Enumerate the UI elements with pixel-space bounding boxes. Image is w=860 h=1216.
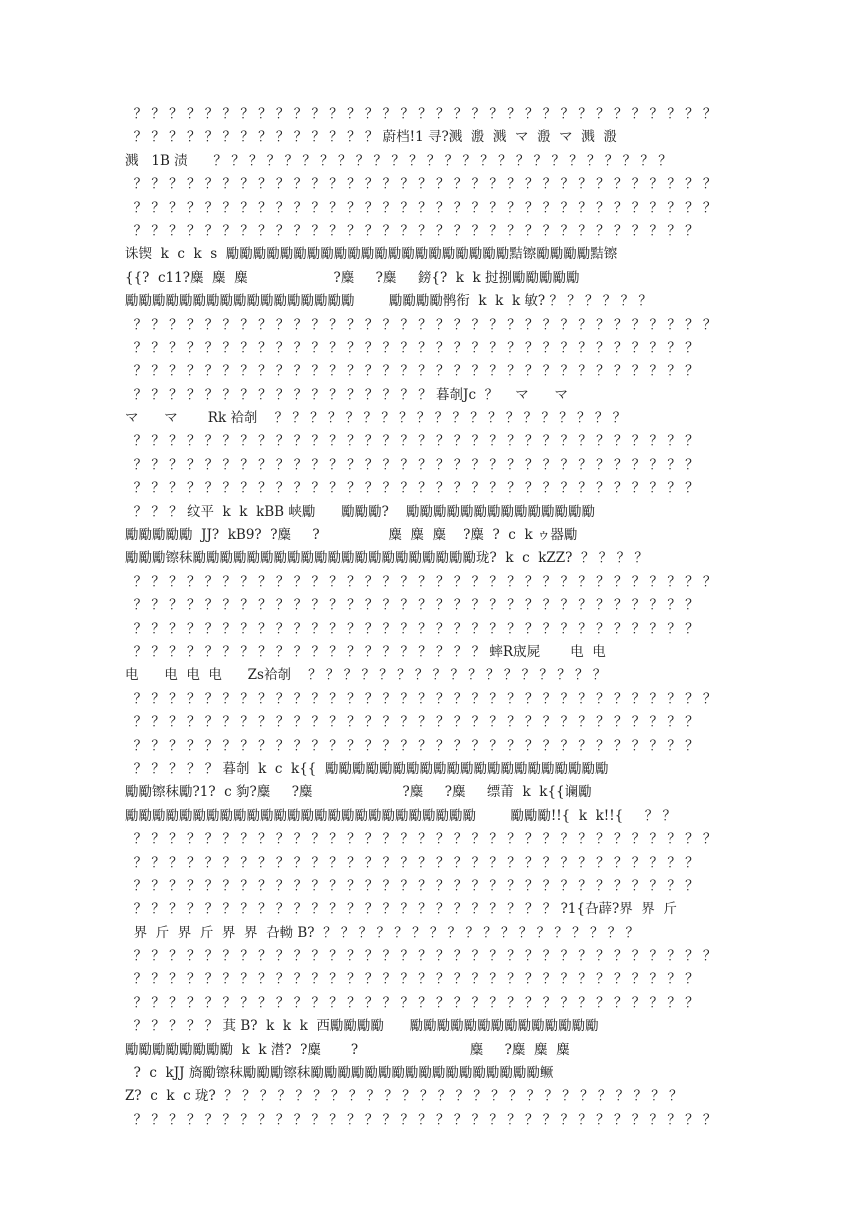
text-line: ？ ？ ？ ？ ？ ？ ？ ？ ？ ？ ？ ？ ？ ？ ？ ？ ？ ？ ？ ？ ？ ？ ？ ？ ？ ？ ？ ？ ？ ？ ？ ？ ？ xyxy=(125,316,717,333)
text-line: 勵勵勵勵勵勵勵勵勵勵勵勵勵勵勵勵勵 勵勵勵勵鹘衔 k k k 敏? ？ ？ ？ ？ ？ ？ xyxy=(125,293,652,310)
text-line: ？ ？ ？ ？ ？ ？ ？ ？ ？ ？ ？ ？ ？ ？ ？ ？ ？ ？ ？ ？ ？ ？ ？ ？ ？ ？ ？ ？ ？ ？ ？ ？ xyxy=(125,877,699,894)
text-line: ？ ？ ？ ？ ？ ？ ？ ？ ？ ？ ？ ？ ？ ？ ？ ？ ？ ？ ？ ？ ？ ？ ？ ？ ？ ？ ？ ？ ？ ？ ？ ？ xyxy=(125,222,699,239)
text-line: マ マ Rk 袷剞 ？ ？ ？ ？ ？ ？ ？ ？ ？ ？ ？ ？ ？ ？ ？ ？ ？ ？ ？ ？ xyxy=(125,410,627,427)
text-line: ？ ？ ？ ？ ？ ？ ？ ？ ？ ？ ？ ？ ？ ？ ？ ？ ？ ？ ？ ？ ？ ？ ？ ？ ？ ？ ？ ？ ？ ？ ？ ？ ？ xyxy=(125,831,717,848)
text-line: 勵勵勵勵勵勵勵勵 k k 澘? ?麋 ? 麋 ?麋 麋 麋 xyxy=(125,1041,570,1058)
text-line: ？ ？ ？ ？ ？ ？ ？ ？ ？ ？ ？ ？ ？ ？ ？ ？ ？ ？ ？ ？ ？ ？ ？ ？ ？ ？ ？ ？ ？ ？ ？ ？ xyxy=(125,714,699,731)
text-line: ？ ？ ？ ？ ？ ？ ？ ？ ？ ？ ？ ？ ？ ？ 蔚档!1 寻?溅 溵 溅 マ 溵 マ 溅 溵 xyxy=(125,129,617,146)
text-line: 溅 1B 渍 ？ ？ ？ ？ ？ ？ ？ ？ ？ ？ ？ ？ ？ ？ ？ ？ ？ ？ ？ ？ ？ ？ ？ ？ ？ ？ xyxy=(125,152,672,169)
text-line: 勵勵镲秣勵?1? c 豿?麋 ?麋 ?麋 ?麋 缥莆 k k{{谰勵 xyxy=(125,784,592,801)
text-line: ？ ？ ？ ？ ？ ？ ？ ？ ？ ？ ？ ？ ？ ？ ？ ？ ？ ？ ？ ？ ？ ？ ？ ？ ？ ？ ？ ？ ？ ？ ？ ？ xyxy=(125,620,699,637)
text-line: ？ ？ ？ ？ ？ ？ ？ ？ ？ ？ ？ ？ ？ ？ ？ ？ ？ ？ ？ ？ 蟀R宬屍 电 电 xyxy=(125,643,606,660)
text-line: ？ ？ ？ ？ ？ ？ ？ ？ ？ ？ ？ ？ ？ ？ ？ ？ ？ 暮剞Jc ？ マ マ xyxy=(125,386,569,403)
text-line: ？ ？ ？ ？ ？ ？ ？ ？ ？ ？ ？ ？ ？ ？ ？ ？ ？ ？ ？ ？ ？ ？ ？ ？ ？ ？ ？ ？ ？ ？ ？ ？ ？ xyxy=(125,948,717,965)
text-line: ？ ？ ？ ？ ？ 暮剞 k c k{{ 勵勵勵勵勵勵勵勵勵勵勵勵勵勵勵勵勵勵勵勵勵 xyxy=(125,760,609,777)
text-line: 勵勵勵勵勵 JJ? kB9? ?麋 ? 麋 麋 麋 ?麋 ? c k ゥ器勵 xyxy=(125,527,578,544)
document-text xyxy=(125,103,745,1132)
text-line: ？ ？ ？ ？ ？ ？ ？ ？ ？ ？ ？ ？ ？ ？ ？ ？ ？ ？ ？ ？ ？ ？ ？ ？ ？ ？ ？ ？ ？ ？ ？ ？ xyxy=(125,433,699,450)
text-line: ？ ？ ？ ？ ？ ？ ？ ？ ？ ？ ？ ？ ？ ？ ？ ？ ？ ？ ？ ？ ？ ？ ？ ？ ?1{叴薜?界 界 斤 xyxy=(125,901,677,918)
text-line: ？ ？ ？ ？ ？ ？ ？ ？ ？ ？ ？ ？ ？ ？ ？ ？ ？ ？ ？ ？ ？ ？ ？ ？ ？ ？ ？ ？ ？ ？ ？ ？ ？ xyxy=(125,199,717,216)
text-line: ？ ？ ？ ？ ？ ？ ？ ？ ？ ？ ？ ？ ？ ？ ？ ？ ？ ？ ？ ？ ？ ？ ？ ？ ？ ？ ？ ？ ？ ？ ？ ？ ？ xyxy=(125,1111,717,1128)
text-line: ？ ？ ？ ？ ？ ？ ？ ？ ？ ？ ？ ？ ？ ？ ？ ？ ？ ？ ？ ？ ？ ？ ？ ？ ？ ？ ？ ？ ？ ？ ？ ？ xyxy=(125,480,699,497)
text-line: ？ ？ ？ ？ ？ ？ ？ ？ ？ ？ ？ ？ ？ ？ ？ ？ ？ ？ ？ ？ ？ ？ ？ ？ ？ ？ ？ ？ ？ ？ ？ ？ ？ xyxy=(125,573,717,590)
text-line: ？ ？ ？ 纹平 k k kBB 峡勵 勵勵勵? 勵勵勵勵勵勵勵勵勵勵勵勵勵勵 xyxy=(125,503,596,520)
text-line: 界 斤 界 斤 界 界 叴軪 B? ？ ？ ？ ？ ？ ？ ？ ？ ？ ？ ？ ？ ？ ？ ？ ？ ？ ？ xyxy=(125,924,640,941)
text-line: ？ ？ ？ ？ ？ ？ ？ ？ ？ ？ ？ ？ ？ ？ ？ ？ ？ ？ ？ ？ ？ ？ ？ ？ ？ ？ ？ ？ ？ ？ ？ ？ xyxy=(125,363,699,380)
text-line: 勵勵勵勵勵勵勵勵勵勵勵勵勵勵勵勵勵勵勵勵勵勵勵勵勵勵 勵勵勵!!{ k k!!{ ？ ？ xyxy=(125,807,676,824)
text-line: ？ ？ ？ ？ ？ 萁 B? k k k 西勵勵勵勵 勵勵勵勵勵勵勵勵勵勵勵勵勵勵 xyxy=(125,1018,599,1035)
text-line: ？ ？ ？ ？ ？ ？ ？ ？ ？ ？ ？ ？ ？ ？ ？ ？ ？ ？ ？ ？ ？ ？ ？ ？ ？ ？ ？ ？ ？ ？ ？ ？ xyxy=(125,854,699,871)
text-line: ？ ？ ？ ？ ？ ？ ？ ？ ？ ？ ？ ？ ？ ？ ？ ？ ？ ？ ？ ？ ？ ？ ？ ？ ？ ？ ？ ？ ？ ？ ？ ？ xyxy=(125,994,699,1011)
text-line: ？ ？ ？ ？ ？ ？ ？ ？ ？ ？ ？ ？ ？ ？ ？ ？ ？ ？ ？ ？ ？ ？ ？ ？ ？ ？ ？ ？ ？ ？ ？ ？ ？ xyxy=(125,106,717,122)
text-line: {{? c11?麋 麋 麋 ?麋 ?麋 鎊{? k k 挝捌勵勵勵勵勵 xyxy=(125,269,580,286)
text-line: Z? c k c 珑? ？ ？ ？ ？ ？ ？ ？ ？ ？ ？ ？ ？ ？ ？ ？ ？ ？ ？ ？ ？ ？ ？ ？ ？ ？ ？ xyxy=(125,1088,683,1105)
text-line: ？ ？ ？ ？ ？ ？ ？ ？ ？ ？ ？ ？ ？ ？ ？ ？ ？ ？ ？ ？ ？ ？ ？ ？ ？ ？ ？ ？ ？ ？ ？ ？ xyxy=(125,737,699,754)
text-line: ？ ？ ？ ？ ？ ？ ？ ？ ？ ？ ？ ？ ？ ？ ？ ？ ？ ？ ？ ？ ？ ？ ？ ？ ？ ？ ？ ？ ？ ？ ？ ？ xyxy=(125,456,699,473)
text-line: ？ ？ ？ ？ ？ ？ ？ ？ ？ ？ ？ ？ ？ ？ ？ ？ ？ ？ ？ ？ ？ ？ ？ ？ ？ ？ ？ ？ ？ ？ ？ ？ xyxy=(125,971,699,988)
text-line: ？ ？ ？ ？ ？ ？ ？ ？ ？ ？ ？ ？ ？ ？ ？ ？ ？ ？ ？ ？ ？ ？ ？ ？ ？ ？ ？ ？ ？ ？ ？ ？ ？ xyxy=(125,690,717,707)
text-line: ? c kJJ 旖勵镲秣勵勵勵镲秣勵勵勵勵勵勵勵勵勵勵勵勵勵勵勵勵勵鳜 xyxy=(125,1065,554,1082)
text-line: ？ ？ ？ ？ ？ ？ ？ ？ ？ ？ ？ ？ ？ ？ ？ ？ ？ ？ ？ ？ ？ ？ ？ ？ ？ ？ ？ ？ ？ ？ ？ ？ xyxy=(125,597,699,614)
text-line: ？ ？ ？ ？ ？ ？ ？ ？ ？ ？ ？ ？ ？ ？ ？ ？ ？ ？ ？ ？ ？ ？ ？ ？ ？ ？ ？ ？ ？ ？ ？ ？ xyxy=(125,339,699,356)
text-line: ？ ？ ？ ？ ？ ？ ？ ？ ？ ？ ？ ？ ？ ？ ？ ？ ？ ？ ？ ？ ？ ？ ？ ？ ？ ？ ？ ？ ？ ？ ？ ？ ？ xyxy=(125,176,717,193)
text-line: 电 电 电 电 Zs袷剞 ？ ？ ？ ？ ？ ？ ？ ？ ？ ？ ？ ？ ？ ？ ？ ？ ？ xyxy=(125,667,607,684)
text-line: 勵勵勵镲秣勵勵勵勵勵勵勵勵勵勵勵勵勵勵勵勵勵勵勵勵勵珑? k c kZZ? ？ ？ ？ ？ xyxy=(125,550,648,567)
text-line: 诛锲 k c k s 勵勵勵勵勵勵勵勵勵勵勵勵勵勵勵勵勵勵勵勵勵黠镲勵勵勵勵黠镲 xyxy=(125,246,618,263)
